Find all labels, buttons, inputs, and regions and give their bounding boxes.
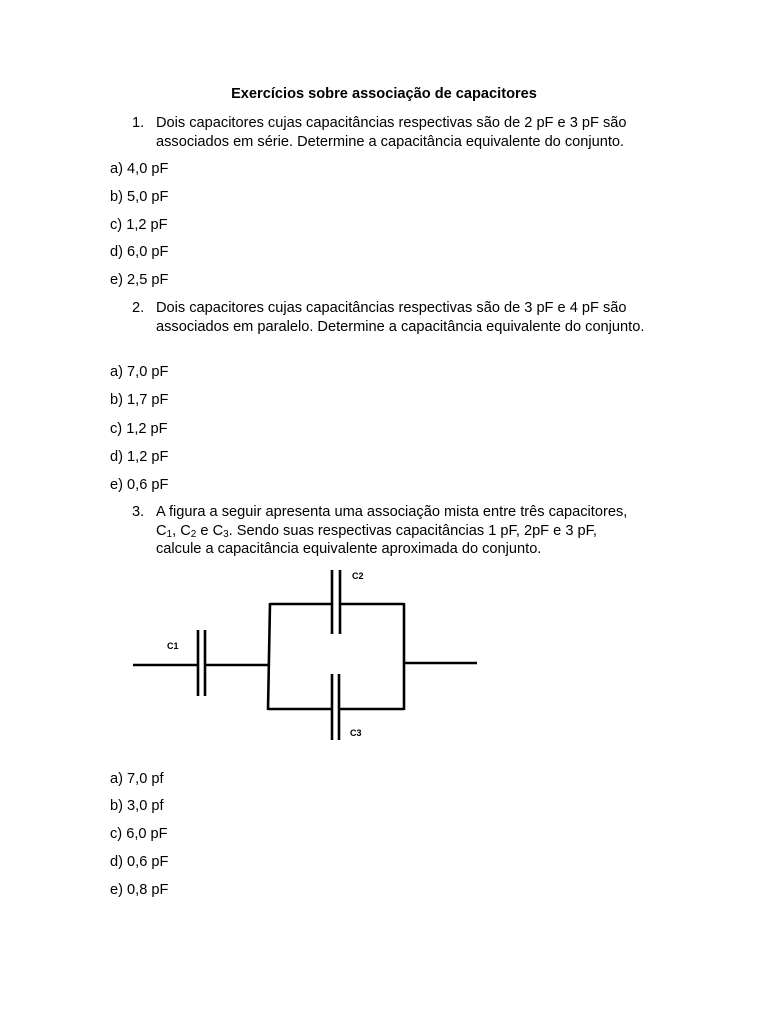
question-text: Dois capacitores cujas capacitâncias respectivas são de 2 pF e 3 pF são associados em série. Determine a capacitância equivalente do conjunto. xyxy=(156,115,627,150)
c3-label: C3 xyxy=(350,728,362,738)
question-2 xyxy=(110,299,670,336)
option-3d: d) 0,6 pF xyxy=(110,854,169,870)
question-1 xyxy=(110,114,670,151)
question-number: 2. xyxy=(132,300,145,316)
option-2a: a) 7,0 pF xyxy=(110,364,169,380)
question-text: A figura a seguir apresenta uma associação mista entre três capacitores, $C_1$, $C_2$ e $C_3$. Sendo suas respectivas capacitâncias 1 pF, 2pF e 3 pF, calcule a capacitância equivalente aproximada do conjunto. xyxy=(156,504,628,558)
option-1d: d) 6,0 pF xyxy=(110,244,169,260)
option-2d: d) 1,2 pF xyxy=(110,449,169,465)
page-title: Exercícios sobre associação de capacitores xyxy=(231,86,537,102)
option-3e: e) 0,8 pF xyxy=(110,882,169,898)
option-1a: a) 4,0 pF xyxy=(110,161,169,177)
option-2b: b) 1,7 pF xyxy=(110,392,169,408)
option-2e: e) 0,6 pF xyxy=(110,477,169,493)
option-3c: c) 6,0 pF xyxy=(110,826,168,842)
question-number: 1. xyxy=(132,115,145,131)
option-1b: b) 5,0 pF xyxy=(110,189,169,205)
question-3 xyxy=(110,503,670,559)
option-3a: a) 7,0 pf xyxy=(110,771,164,787)
wire-left-bus xyxy=(268,603,270,710)
capacitor-circuit-diagram xyxy=(120,560,500,750)
question-number: 3. xyxy=(132,504,145,520)
option-1e: e) 2,5 pF xyxy=(110,272,169,288)
option-1c: c) 1,2 pF xyxy=(110,217,168,233)
option-2c: c) 1,2 pF xyxy=(110,421,168,437)
c1-label: C1 xyxy=(167,641,179,651)
option-3b: b) 3,0 pf xyxy=(110,798,164,814)
c2-label: C2 xyxy=(352,571,364,581)
question-text: Dois capacitores cujas capacitâncias respectivas são de 3 pF e 4 pF são associados em paralelo. Determine a capacitância equivalente do conjunto. xyxy=(156,300,645,335)
